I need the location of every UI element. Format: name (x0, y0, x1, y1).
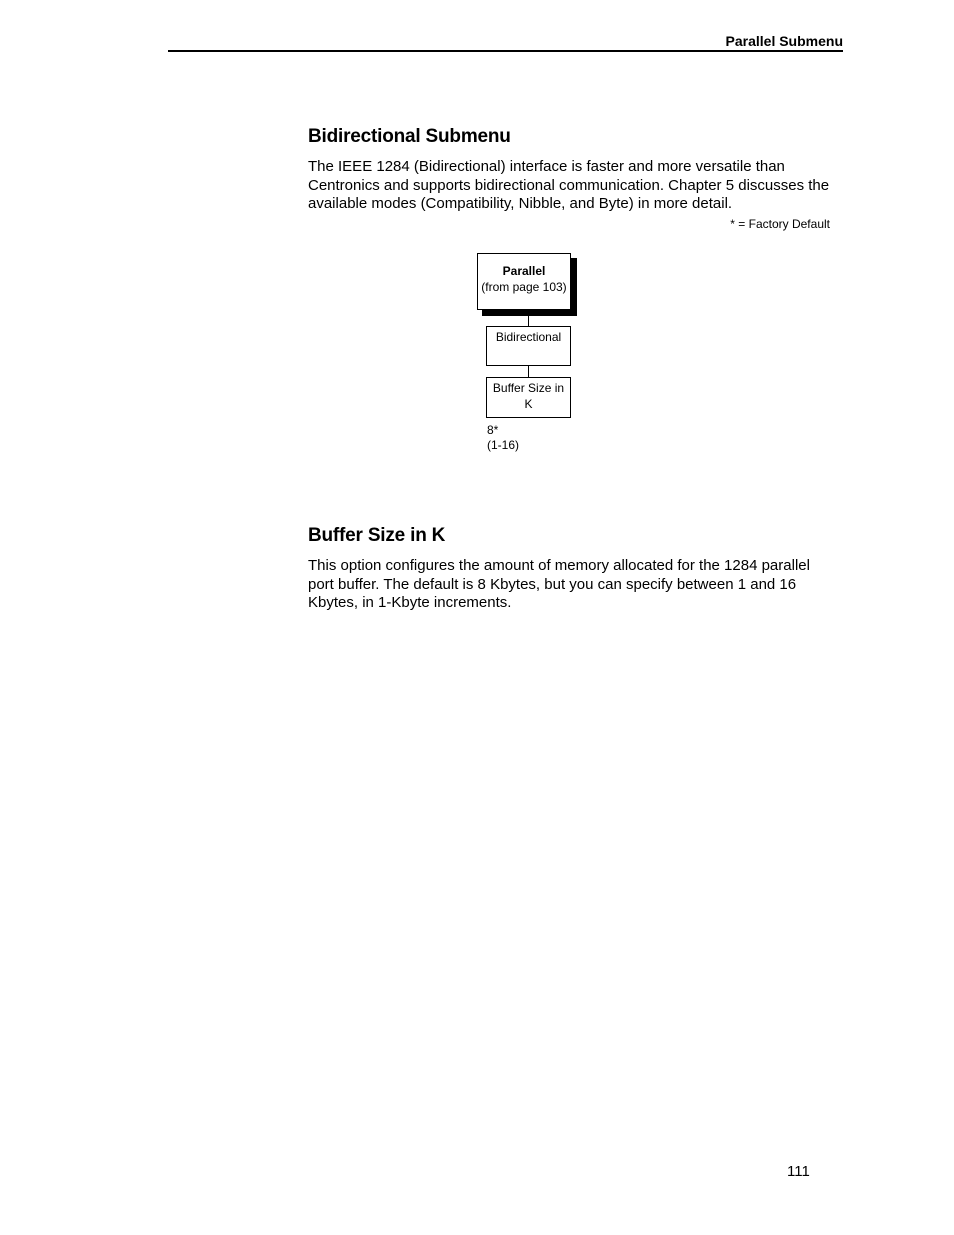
section-heading-bidirectional: Bidirectional Submenu (308, 126, 511, 147)
parent-box-subtitle: (from page 103) (481, 280, 567, 294)
bidirectional-box-label: Bidirectional (495, 330, 562, 344)
section-heading-buffer-size: Buffer Size in K (308, 525, 446, 546)
bidirectional-box (486, 326, 571, 366)
option-values (487, 423, 519, 453)
page-number: 111 (787, 1163, 810, 1180)
buffer-size-box-line1: Buffer Size in (492, 381, 565, 395)
parent-box-title: Parallel (502, 264, 546, 278)
connector-line (528, 316, 529, 326)
value-range: (1-16) (487, 438, 520, 452)
connector-line (528, 366, 529, 377)
bidirectional-paragraph: The IEEE 1284 (Bidirectional) interface is faster and more versatile than Centronics and supports bidirectional communication. Chapter 5 discusses the available modes (Compatibility, Nibble, and Byte) in more detail. (308, 158, 830, 212)
buffer-size-box (486, 377, 571, 418)
running-header: Parallel Submenu (168, 33, 843, 52)
buffer-size-paragraph: This option configures the amount of memory allocated for the 1284 parallel port buffer. The default is 8 Kbytes, but you can specify between 1 and 16 Kbytes, in 1-Kbyte increments. (308, 557, 810, 611)
factory-default-note: * = Factory Default (730, 217, 830, 231)
default-value: 8* (487, 423, 499, 437)
parallel-parent-box (477, 253, 571, 310)
buffer-size-box-line2: K (524, 397, 533, 411)
